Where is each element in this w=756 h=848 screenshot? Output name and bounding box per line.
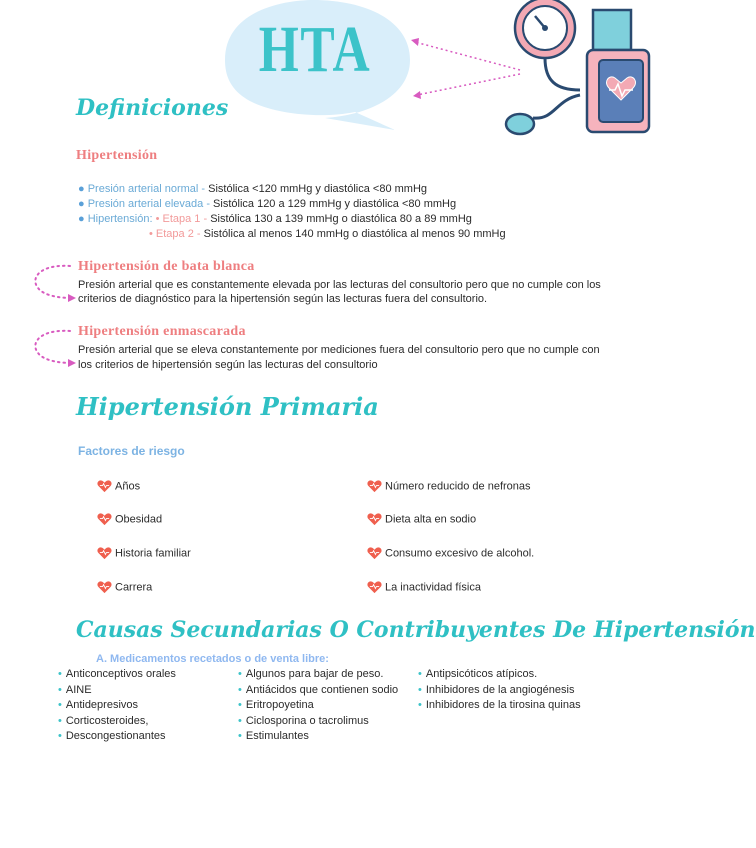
heading-enmascarada: Hipertensión enmascarada <box>78 324 246 339</box>
list-item: • Antipsicóticos atípicos. <box>418 668 538 680</box>
risk-factor: La inactividad física <box>367 581 481 594</box>
list-item: • Antidepresivos <box>58 699 139 711</box>
list-item: • Ciclosporina o tacrolimus <box>238 714 369 727</box>
causes-column-3 <box>418 667 581 714</box>
list-item: • Eritropoyetina <box>238 699 314 711</box>
risk-factor: Número reducido de nefronas <box>367 480 531 493</box>
heart-icon <box>367 547 382 560</box>
bata-blanca-line-1: Presión arterial que es constantemente elevada por las lecturas del consultorio pero que no cumple con los <box>78 279 601 291</box>
page-title: HTA <box>258 13 372 86</box>
definition-elevada: ● Presión arterial elevada - Sistólica 120 a 129 mmHg y diastólica <80 mmHg <box>78 198 457 210</box>
bata-blanca-line-2: criterios de diagnóstico para la hipertensión según las lecturas fuera del consultorio. <box>78 293 488 305</box>
definition-etapa-2: • Etapa 2 - Sistólica al menos 140 mmHg o diastólica al menos 90 mmHg <box>149 228 506 240</box>
blood-pressure-monitor-icon <box>405 0 650 140</box>
causes-column-1 <box>58 667 176 745</box>
definition-etapa-1: ● Hipertensión: • Etapa 1 - Sistólica 130 a 139 mmHg o diastólica 80 a 89 mmHg <box>78 213 472 225</box>
risk-factor: Dieta alta en sodio <box>367 513 476 526</box>
enmascarada-line-2: los criterios de hipertensión según las lecturas del consultorio <box>78 359 378 371</box>
risk-factor: Carrera <box>97 581 152 594</box>
list-item: • Antiácidos que contienen sodio <box>238 683 399 696</box>
section-heading-secundarias: Causas Secundarias O Contribuyentes De Hipertensión <box>76 617 756 643</box>
heading-bata-blanca: Hipertensión de bata blanca <box>78 259 255 274</box>
list-item: • Descongestionantes <box>58 730 166 742</box>
list-item: • Estimulantes <box>238 730 309 742</box>
heart-icon <box>97 480 112 493</box>
section-heading-primaria: Hipertensión Primaria <box>76 392 379 421</box>
list-item: • Algunos para bajar de peso. <box>238 668 384 680</box>
heart-icon <box>367 581 382 594</box>
heart-icon <box>97 513 112 526</box>
risk-factor: Historia familiar <box>97 547 191 560</box>
list-item: • Anticonceptivos orales <box>58 668 176 680</box>
list-item: • Inhibidores de la angiogénesis <box>418 683 575 696</box>
heart-icon <box>97 581 112 594</box>
list-item: • AINE <box>58 683 92 696</box>
subheading-medicamentos: A. Medicamentos recetados o de venta libre: <box>96 653 329 665</box>
dotted-arrow-icon <box>30 258 78 308</box>
definition-normal: ● Presión arterial normal - Sistólica <120 mmHg y diastólica <80 mmHg <box>78 183 428 195</box>
risk-factor: Obesidad <box>97 513 162 526</box>
risk-factor: Años <box>97 480 140 493</box>
list-item: • Inhibidores de la tirosina quinas <box>418 699 581 711</box>
heart-icon <box>97 547 112 560</box>
list-item: • Corticosteroides, <box>58 714 149 727</box>
heart-icon <box>367 480 382 493</box>
risk-factor: Consumo excesivo de alcohol. <box>367 547 534 560</box>
enmascarada-line-1: Presión arterial que se eleva constantemente por mediciones fuera del consultorio pero que no cumple con <box>78 344 600 356</box>
factores-riesgo-label: Factores de riesgo <box>78 444 185 458</box>
section-heading-definiciones: Definiciones <box>76 95 229 121</box>
dotted-arrow-icon <box>30 323 78 373</box>
heart-icon <box>367 513 382 526</box>
heading-hipertension: Hipertensión <box>76 148 158 163</box>
causes-column-2 <box>238 667 398 745</box>
